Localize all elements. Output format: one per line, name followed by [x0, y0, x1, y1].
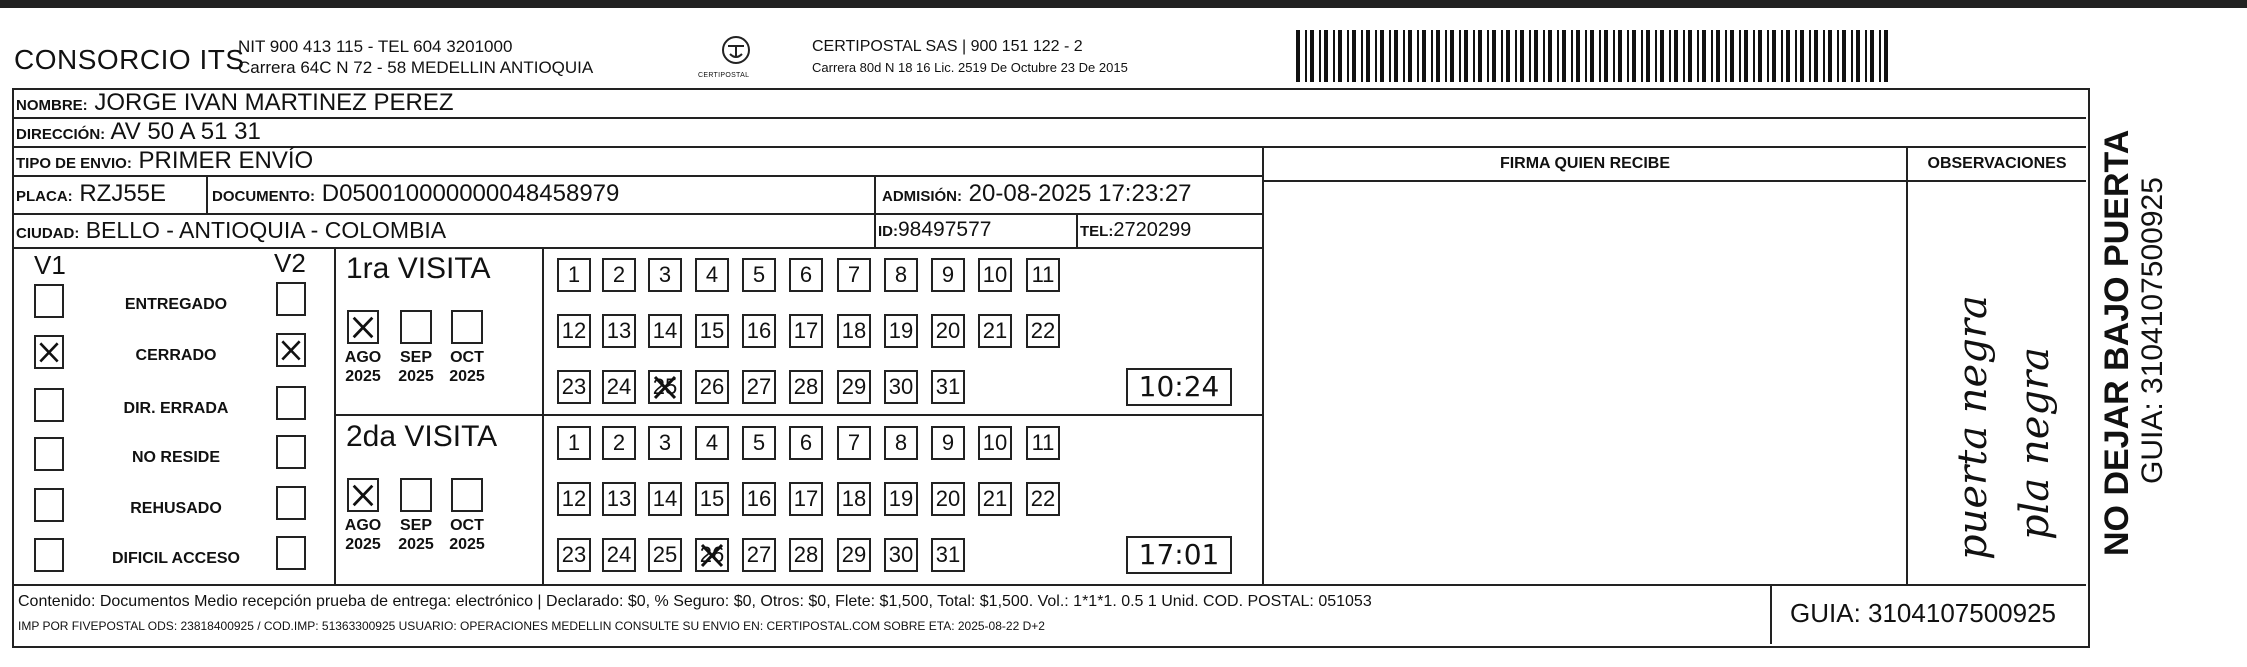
x-mark-icon	[349, 312, 377, 342]
month-name: SEP	[399, 517, 432, 534]
day-box-0-20[interactable]: 20	[931, 314, 965, 348]
day-box-1-6[interactable]: 6	[789, 426, 823, 460]
barcode-bar	[1870, 30, 1874, 82]
admision-label: ADMISIÓN:	[882, 188, 962, 205]
direccion-label: DIRECCIÓN:	[16, 126, 106, 143]
barcode-bar	[1604, 30, 1608, 82]
barcode-bar	[1674, 30, 1678, 82]
barcode-bar	[1688, 30, 1692, 82]
company-address: Carrera 64C N 72 - 58 MEDELLIN ANTIOQUIA	[238, 58, 594, 77]
certipostal-nit: CERTIPOSTAL SAS | 900 151 122 - 2	[812, 38, 1083, 55]
barcode-bar	[1506, 30, 1510, 82]
barcode-bar	[1562, 30, 1566, 82]
barcode-bar	[1422, 30, 1426, 82]
barcode-bar	[1800, 30, 1804, 82]
barcode-bar	[1828, 30, 1832, 82]
logo-text: CERTIPOSTAL	[698, 72, 750, 79]
barcode-bar	[1758, 30, 1762, 82]
visit-divider	[334, 414, 1262, 416]
barcode-bar	[1716, 30, 1720, 82]
x-mark-icon	[650, 372, 680, 402]
day-box-1-27[interactable]: 27	[742, 538, 776, 572]
barcode-bar	[1366, 30, 1370, 82]
row-divider	[1262, 180, 2086, 182]
barcode-bar	[1352, 30, 1356, 82]
day-box-1-23[interactable]: 23	[557, 538, 591, 572]
day-box-0-24[interactable]: 24	[602, 370, 636, 404]
day-box-0-10[interactable]: 10	[978, 258, 1012, 292]
x-mark-icon	[697, 540, 727, 570]
day-box-0-7[interactable]: 7	[837, 258, 871, 292]
month-label-1-2	[440, 516, 494, 554]
barcode-bar	[1576, 30, 1580, 82]
v2-header: V2	[274, 248, 306, 278]
month-checkbox-1-2[interactable]	[451, 478, 483, 512]
day-box-1-25[interactable]: 25	[648, 538, 682, 572]
barcode-bar	[1646, 30, 1650, 82]
day-box-0-9[interactable]: 9	[931, 258, 965, 292]
status-label-0: ENTREGADO	[124, 296, 228, 313]
v1-header: V1	[34, 250, 66, 280]
barcode-bar	[1375, 30, 1377, 82]
month-year: 2025	[449, 368, 485, 385]
v1-checkbox-2[interactable]	[34, 388, 64, 422]
barcode-bar	[1781, 30, 1783, 82]
barcode-bar	[1632, 30, 1636, 82]
barcode-bar	[1884, 30, 1888, 82]
barcode-bar	[1660, 30, 1664, 82]
day-box-0-28[interactable]: 28	[789, 370, 823, 404]
day-box-1-16[interactable]: 16	[742, 482, 776, 516]
observaciones-header: OBSERVACIONES	[1927, 155, 2067, 172]
visit-time-1: 17:01	[1126, 536, 1232, 574]
row-divider	[12, 584, 2086, 586]
row-divider	[12, 213, 1262, 215]
barcode-bar	[1837, 30, 1839, 82]
day-box-1-31[interactable]: 31	[931, 538, 965, 572]
barcode-bar	[1324, 30, 1328, 82]
handwritten-note-2: pla negra	[2012, 347, 2058, 540]
imp-text: IMP POR FIVEPOSTAL ODS: 23818400925 / COD.IMP: 51363300925 USUARIO: OPERACIONES MEDELLIN CONSULTE SU ENVIO EN: CERTIPOSTAL.COM SOBRE ETA: 2025-08-22 D+2	[18, 619, 1045, 633]
v2-checkbox-2[interactable]	[276, 386, 306, 420]
certipostal-license: Carrera 80d N 18 16 Lic. 2519 De Octubre 23 De 2015	[812, 60, 1128, 75]
certipostal-info	[812, 36, 1128, 78]
barcode-bar	[1492, 30, 1496, 82]
day-box-1-12[interactable]: 12	[557, 482, 591, 516]
day-box-0-17[interactable]: 17	[789, 314, 823, 348]
barcode-bar	[1361, 30, 1363, 82]
col-divider	[1770, 584, 1772, 644]
day-box-1-11[interactable]: 11	[1026, 426, 1060, 460]
col-divider	[1906, 146, 1908, 584]
col-divider	[206, 175, 208, 213]
day-box-0-19[interactable]: 19	[884, 314, 918, 348]
barcode-bar	[1767, 30, 1769, 82]
barcode-bar	[1655, 30, 1657, 82]
barcode-bar	[1613, 30, 1615, 82]
day-box-1-5[interactable]: 5	[742, 426, 776, 460]
barcode-bar	[1319, 30, 1321, 82]
placa-label: PLACA:	[16, 188, 73, 205]
v2-checkbox-1[interactable]	[276, 333, 306, 367]
admision-value: 20-08-2025 17:23:27	[968, 180, 1192, 207]
month-name: AGO	[344, 349, 382, 366]
day-box-0-30[interactable]: 30	[884, 370, 918, 404]
day-box-0-2[interactable]: 2	[602, 258, 636, 292]
day-box-1-22[interactable]: 22	[1026, 482, 1060, 516]
barcode-bar	[1641, 30, 1643, 82]
v1-checkbox-1[interactable]	[34, 335, 64, 369]
status-label-1: CERRADO	[135, 347, 217, 364]
day-box-0-8[interactable]: 8	[884, 258, 918, 292]
barcode-bar	[1450, 30, 1454, 82]
barcode-bar	[1697, 30, 1699, 82]
day-box-0-3[interactable]: 3	[648, 258, 682, 292]
placa-row	[16, 180, 166, 211]
v1-checkbox-3[interactable]	[34, 437, 64, 471]
barcode-bar	[1464, 30, 1468, 82]
barcode-bar	[1459, 30, 1461, 82]
month-name: AGO	[344, 517, 382, 534]
shipment-type: PRIMER ENVÍO	[138, 147, 314, 174]
month-year: 2025	[345, 368, 381, 385]
top-border	[0, 0, 2247, 8]
barcode-bar	[1431, 30, 1433, 82]
month-year: 2025	[449, 536, 485, 553]
day-box-1-10[interactable]: 10	[978, 426, 1012, 460]
month-checkbox-0-0[interactable]	[347, 310, 379, 344]
barcode-bar	[1856, 30, 1860, 82]
barcode-bar	[1669, 30, 1671, 82]
month-label-0-2	[440, 348, 494, 386]
ciudad-value: BELLO - ANTIOQUIA - COLOMBIA	[85, 217, 447, 243]
side-guia-number: GUIA: 3104107500925	[2136, 177, 2169, 484]
barcode-bar	[1711, 30, 1713, 82]
barcode-bar	[1702, 30, 1706, 82]
day-box-0-31[interactable]: 31	[931, 370, 965, 404]
status-label-3: NO RESIDE	[131, 449, 220, 466]
documento-value: D050010000000048458979	[321, 180, 620, 207]
day-box-0-11[interactable]: 11	[1026, 258, 1060, 292]
day-box-0-18[interactable]: 18	[837, 314, 871, 348]
month-label-1-0	[336, 516, 390, 554]
barcode-bar	[1571, 30, 1573, 82]
recipient-name-row	[16, 89, 454, 120]
day-box-0-25[interactable]: 25	[648, 370, 682, 404]
month-checkbox-0-1[interactable]	[400, 310, 432, 344]
x-mark-icon	[349, 480, 377, 510]
barcode-bar	[1403, 30, 1405, 82]
month-checkbox-1-0[interactable]	[347, 478, 379, 512]
barcode-bar	[1305, 30, 1307, 82]
barcode-bar	[1548, 30, 1552, 82]
barcode-bar	[1879, 30, 1881, 82]
barcode-bar	[1515, 30, 1517, 82]
v1-checkbox-5[interactable]	[34, 538, 64, 572]
barcode-bar	[1585, 30, 1587, 82]
id-row	[878, 216, 991, 246]
x-mark-icon	[278, 335, 304, 365]
nombre-label: NOMBRE:	[16, 97, 88, 114]
status-label-4: REHUSADO	[130, 500, 222, 517]
visit-title-1: 2da VISITA	[346, 420, 498, 453]
day-box-1-29[interactable]: 29	[837, 538, 871, 572]
barcode-bar	[1795, 30, 1797, 82]
day-box-0-13[interactable]: 13	[602, 314, 636, 348]
day-box-1-15[interactable]: 15	[695, 482, 729, 516]
barcode-bar	[1842, 30, 1846, 82]
company-nit: NIT 900 413 115 - TEL 604 3201000	[238, 37, 513, 56]
visit-title-0: 1ra VISITA	[346, 252, 491, 285]
barcode-bar	[1725, 30, 1727, 82]
month-checkbox-1-1[interactable]	[400, 478, 432, 512]
day-box-0-4[interactable]: 4	[695, 258, 729, 292]
barcode-bar	[1501, 30, 1503, 82]
barcode-bar	[1683, 30, 1685, 82]
v1-checkbox-4[interactable]	[34, 488, 64, 522]
v2-checkbox-3[interactable]	[276, 435, 306, 469]
day-box-0-16[interactable]: 16	[742, 314, 776, 348]
recipient-address: AV 50 A 51 31	[110, 118, 261, 145]
barcode-bar	[1408, 30, 1412, 82]
month-label-0-1	[389, 348, 443, 386]
day-box-1-9[interactable]: 9	[931, 426, 965, 460]
ciudad-row	[16, 216, 446, 248]
day-box-1-17[interactable]: 17	[789, 482, 823, 516]
barcode-bar	[1772, 30, 1776, 82]
day-box-1-2[interactable]: 2	[602, 426, 636, 460]
day-box-0-6[interactable]: 6	[789, 258, 823, 292]
barcode-bar	[1394, 30, 1398, 82]
month-label-1-1	[389, 516, 443, 554]
month-label-0-0	[336, 348, 390, 386]
barcode-bar	[1417, 30, 1419, 82]
day-box-0-23[interactable]: 23	[557, 370, 591, 404]
barcode-bar	[1296, 30, 1300, 82]
month-checkbox-0-2[interactable]	[451, 310, 483, 344]
barcode-bar	[1436, 30, 1440, 82]
recipient-name: JORGE IVAN MARTINEZ PEREZ	[94, 89, 454, 116]
handwritten-note-1: puerta negra	[1950, 295, 1996, 560]
col-divider	[874, 175, 876, 247]
barcode-bar	[1599, 30, 1601, 82]
col-divider	[1262, 146, 1264, 584]
firma-header: FIRMA QUIEN RECIBE	[1499, 155, 1671, 172]
day-box-0-12[interactable]: 12	[557, 314, 591, 348]
barcode-bar	[1627, 30, 1629, 82]
v1-checkbox-0[interactable]	[34, 284, 64, 318]
status-label-5: DIFICIL ACCESO	[111, 550, 240, 567]
v2-checkbox-0[interactable]	[276, 282, 306, 316]
documento-label: DOCUMENTO:	[212, 188, 316, 205]
v2-checkbox-5[interactable]	[276, 536, 306, 570]
documento-row	[212, 180, 619, 211]
barcode-bar	[1744, 30, 1748, 82]
day-box-1-13[interactable]: 13	[602, 482, 636, 516]
day-box-1-24[interactable]: 24	[602, 538, 636, 572]
day-box-1-19[interactable]: 19	[884, 482, 918, 516]
admision-row	[882, 180, 1192, 211]
tipo-label: TIPO DE ENVIO:	[16, 155, 132, 172]
day-box-1-7[interactable]: 7	[837, 426, 871, 460]
company-info	[238, 36, 593, 78]
id-value: 98497577	[898, 218, 992, 241]
barcode-bar	[1823, 30, 1825, 82]
row-divider	[12, 146, 2086, 148]
no-dejar-bajo-puerta: NO DEJAR BAJO PUERTA	[2098, 129, 2136, 556]
barcode-bar	[1333, 30, 1335, 82]
barcode-bar	[1473, 30, 1475, 82]
barcode-bar	[1590, 30, 1594, 82]
day-box-1-20[interactable]: 20	[931, 482, 965, 516]
day-box-1-30[interactable]: 30	[884, 538, 918, 572]
barcode-bar	[1487, 30, 1489, 82]
day-box-1-8[interactable]: 8	[884, 426, 918, 460]
month-year: 2025	[345, 536, 381, 553]
barcode-bar	[1786, 30, 1790, 82]
day-box-0-22[interactable]: 22	[1026, 314, 1060, 348]
day-box-0-26[interactable]: 26	[695, 370, 729, 404]
day-box-0-5[interactable]: 5	[742, 258, 776, 292]
barcode-bar	[1618, 30, 1622, 82]
day-box-0-15[interactable]: 15	[695, 314, 729, 348]
barcode-bar	[1534, 30, 1538, 82]
barcode	[1296, 30, 1892, 82]
month-name: SEP	[399, 349, 432, 366]
tel-value: 2720299	[1113, 219, 1192, 241]
guia-number: GUIA: 3104107500925	[1790, 598, 2056, 628]
shipment-type-row	[16, 147, 313, 178]
day-box-0-1[interactable]: 1	[557, 258, 591, 292]
status-label-2: DIR. ERRADA	[123, 400, 229, 417]
col-divider	[1076, 213, 1078, 247]
barcode-bar	[1865, 30, 1867, 82]
day-box-0-29[interactable]: 29	[837, 370, 871, 404]
x-mark-icon	[36, 337, 62, 367]
day-box-1-26[interactable]: 26	[695, 538, 729, 572]
month-name: OCT	[450, 517, 484, 534]
tel-label: TEL:	[1080, 223, 1114, 240]
barcode-bar	[1730, 30, 1734, 82]
tel-row	[1080, 216, 1191, 246]
contenido-text: Contenido: Documentos Medio recepción prueba de entrega: electrónico | Declarado: $0, % Seguro: $0, Otros: $0, Flete: $1,500, Total: $1,500. Vol.: 1*1*1. 0.5 1 Unid. COD. POSTAL: 051053	[18, 593, 1372, 610]
barcode-bar	[1445, 30, 1447, 82]
day-box-1-14[interactable]: 14	[648, 482, 682, 516]
day-box-1-21[interactable]: 21	[978, 482, 1012, 516]
company-name: CONSORCIO ITS	[14, 44, 245, 75]
barcode-bar	[1520, 30, 1524, 82]
barcode-bar	[1478, 30, 1482, 82]
barcode-bar	[1380, 30, 1384, 82]
month-year: 2025	[398, 536, 434, 553]
id-label: ID:	[878, 223, 898, 240]
recipient-address-row	[16, 118, 261, 149]
placa-value: RZJ55E	[79, 180, 167, 207]
month-name: OCT	[450, 349, 484, 366]
day-box-1-4[interactable]: 4	[695, 426, 729, 460]
barcode-bar	[1529, 30, 1531, 82]
day-box-1-3[interactable]: 3	[648, 426, 682, 460]
barcode-bar	[1338, 30, 1342, 82]
day-box-0-27[interactable]: 27	[742, 370, 776, 404]
barcode-bar	[1389, 30, 1391, 82]
barcode-bar	[1557, 30, 1559, 82]
day-box-0-14[interactable]: 14	[648, 314, 682, 348]
visit-time-0: 10:24	[1126, 368, 1232, 406]
barcode-bar	[1739, 30, 1741, 82]
month-year: 2025	[398, 368, 434, 385]
barcode-bar	[1753, 30, 1755, 82]
day-box-1-1[interactable]: 1	[557, 426, 591, 460]
barcode-bar	[1814, 30, 1818, 82]
barcode-bar	[1809, 30, 1811, 82]
barcode-bar	[1543, 30, 1545, 82]
ciudad-label: CIUDAD:	[16, 225, 80, 242]
day-box-1-18[interactable]: 18	[837, 482, 871, 516]
day-box-0-21[interactable]: 21	[978, 314, 1012, 348]
day-box-1-28[interactable]: 28	[789, 538, 823, 572]
barcode-bar	[1310, 30, 1314, 82]
barcode-bar	[1851, 30, 1853, 82]
v2-checkbox-4[interactable]	[276, 486, 306, 520]
barcode-bar	[1347, 30, 1349, 82]
